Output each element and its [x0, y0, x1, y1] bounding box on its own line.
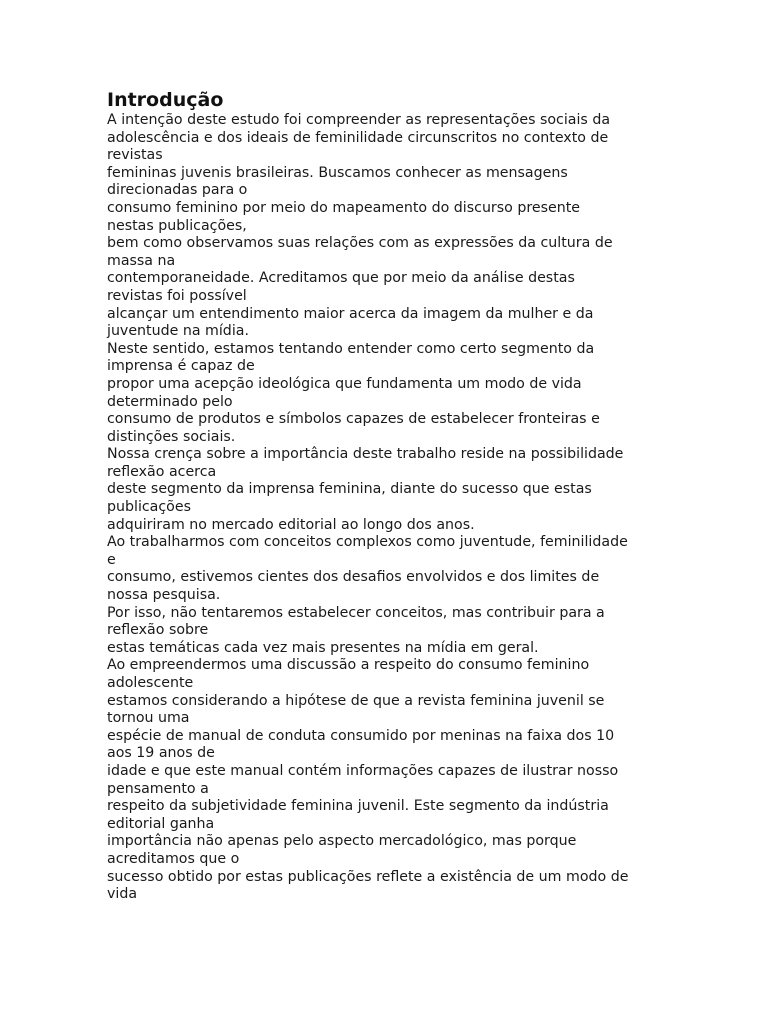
text-line: bem como observamos suas relações com as expressões da cultura de	[107, 235, 613, 252]
text-line: respeito da subjetividade feminina juvenil. Este segmento da indústria	[107, 798, 609, 815]
text-line: propor uma acepção ideológica que fundamenta um modo de vida	[107, 375, 582, 392]
text-line: nestas publicações,	[107, 217, 247, 234]
text-line: publicações	[107, 499, 191, 516]
text-line: adolescência e dos ideais de feminilidade circunscritos no contexto de	[107, 129, 609, 146]
text-line: aos 19 anos de	[107, 745, 215, 762]
text-line: femininas juvenis brasileiras. Buscamos conhecer as mensagens	[107, 164, 568, 181]
text-line: Nossa crença sobre a importância deste trabalho reside na possibilidade	[107, 446, 624, 463]
document-title: Introdução	[107, 89, 224, 111]
text-line: importância não apenas pelo aspecto mercadológico, mas porque	[107, 833, 577, 850]
text-line: estas temáticas cada vez mais presentes na mídia em geral.	[107, 639, 539, 656]
text-line: e	[107, 551, 116, 568]
text-line: Ao empreendermos uma discussão a respeito do consumo feminino	[107, 657, 590, 674]
text-line: adolescente	[107, 675, 194, 691]
document-body	[107, 112, 667, 904]
text-line: determinado pelo	[107, 393, 233, 410]
document-content	[107, 88, 667, 904]
text-line: espécie de manual de conduta consumido por meninas na faixa dos 10	[107, 727, 615, 744]
text-line: adquiriram no mercado editorial ao longo dos anos.	[107, 516, 475, 533]
text-line: juventude na mídia.	[107, 323, 249, 340]
text-line: consumo, estivemos cientes dos desafios envolvidos e dos limites de	[107, 569, 600, 586]
text-line: contemporaneidade. Acreditamos que por meio da análise destas	[107, 270, 575, 287]
text-line: Por isso, não tentaremos estabelecer conceitos, mas contribuir para a	[107, 604, 605, 621]
text-line: reflexão acerca	[107, 463, 217, 480]
text-line: consumo de produtos e símbolos capazes de estabelecer fronteiras e	[107, 411, 600, 428]
text-line: alcançar um entendimento maior acerca da imagem da mulher e da	[107, 305, 594, 322]
text-line: Ao trabalharmos com conceitos complexos como juventude, feminilidade	[107, 534, 628, 551]
text-line: estamos considerando a hipótese de que a revista feminina juvenil se	[107, 692, 605, 709]
text-line: Neste sentido, estamos tentando entender como certo segmento da	[107, 340, 595, 357]
text-line: reflexão sobre	[107, 622, 209, 639]
text-line: nossa pesquisa.	[107, 587, 221, 604]
text-line: direcionadas para o	[107, 182, 248, 199]
text-line: acreditamos que o	[107, 850, 240, 867]
text-line: distinções sociais.	[107, 428, 236, 445]
text-line: revistas	[107, 147, 163, 164]
text-line: massa na	[107, 252, 176, 269]
text-line: consumo feminino por meio do mapeamento do discurso presente	[107, 199, 581, 216]
text-line: deste segmento da imprensa feminina, diante do sucesso que estas	[107, 481, 592, 498]
text-line: A intenção deste estudo foi compreender as representações sociais da	[107, 112, 611, 128]
text-line: sucesso obtido por estas publicações reflete a existência de um modo de	[107, 868, 629, 885]
text-line: editorial ganha	[107, 815, 215, 832]
text-line: idade e que este manual contém informações capazes de ilustrar nosso	[107, 762, 619, 779]
text-line: imprensa é capaz de	[107, 358, 255, 375]
text-line: vida	[107, 886, 138, 903]
text-line: pensamento a	[107, 780, 209, 797]
text-line: revistas foi possível	[107, 287, 247, 304]
text-line: tornou uma	[107, 710, 190, 727]
